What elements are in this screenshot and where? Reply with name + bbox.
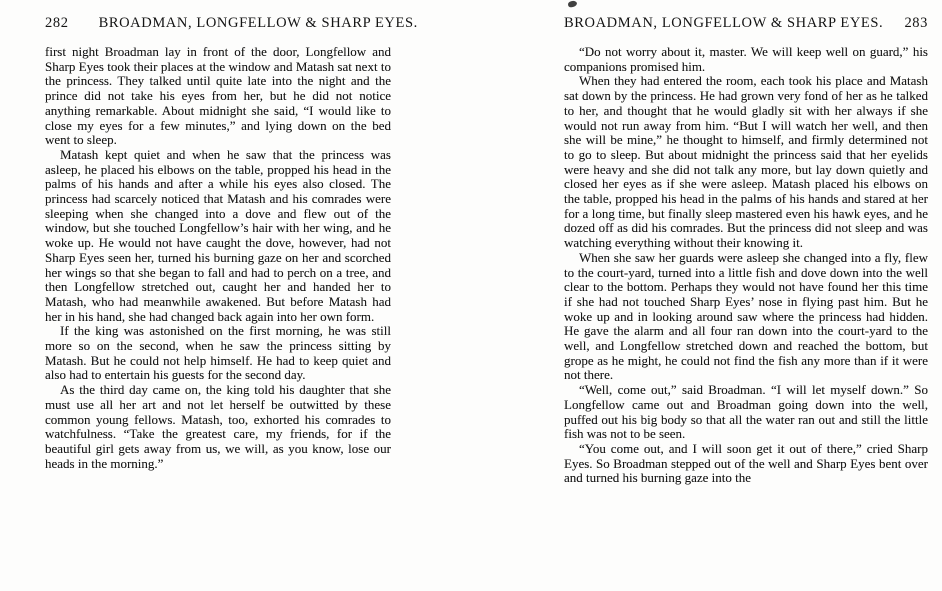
paragraph: “Do not worry about it, master. We will keep well on guard,” his companions promised him. [564,44,928,74]
left-running-title: BROADMAN, LONGFELLOW & SHARP EYES. [98,15,418,31]
paragraph: Matash kept quiet and when he saw that the princess was asleep, he placed his elbows on the table, propped his head in the palms of his hands and after a while his eyes also closed. The princess had scarcely noticed that Matash and his comrades were sleeping when she changed into a dove and flew out of the window, but she touched Longfellow’s hair with her wing, and he woke up. He would not have caught the dove, however, had not Sharp Eyes seen her, turned his burning gaze on her and scorched her wings so that she began to fall and had to perch on a tree, and then Longfellow stretched out, caught her and handed her to Matash, who had meanwhile awakened. But before Matash had her in his hand, she had changed back again into her own form. [45,146,391,324]
right-page-text [564,45,928,486]
right-running-title: BROADMAN, LONGFELLOW & SHARP EYES. [564,15,884,31]
paragraph: If the king was astonished on the first morning, he was still more so on the second, when he saw the princess sitting by Matash. But he could not help himself. He had to keep quiet and also had to entertain his guests for the second day. [45,323,391,383]
paragraph: When they had entered the room, each took his place and Matash sat down by the princess. He had grown very fond of her as he talked to her, and thought that he would gladly sit with her always if she would not run away from him. “But I will watch her well, and then she will be mine,” he thought to himself, and firmly determined not to go to sleep. But about midnight the princess said that her eyelids were heavy and she did not talk any more, but lay down quietly and closed her eyes as if she were asleep. Matash placed his elbows on the table, propped his head in the palms of his hands and stared at her for a long time, but finally sleep mastered even his hawk eyes, and he dozed off as did his comrades. But the princess did not sleep and was watching everything without their knowing it. [564,73,928,251]
left-page-text [45,45,391,471]
ink-smudge-artifact [567,0,577,8]
paragraph: As the third day came on, the king told his daughter that she must use all her art and not let herself be outwitted by these common young fellows. Matash, too, exhorted his comrades to watchfulness. “Take the greatest care, my friends, for if the beautiful girl gets away from us, we will, as you know, lose our heads in the morning.” [45,382,391,471]
right-page-header [564,15,928,32]
right-page-number: 283 [904,15,928,31]
left-page [45,15,418,471]
paragraph: “You come out, and I will soon get it out of there,” cried Sharp Eyes. So Broadman stepped out of the well and Sharp Eyes bent over and turned his burning gaze into the [564,440,928,486]
left-page-number: 282 [45,15,69,31]
left-page-header [45,15,418,32]
paragraph: “Well, come out,” said Broadman. “I will let myself down.” So Longfellow came out and Broadman going down into the well, puffed out his big body so that all the water ran out and still the little fish was not to be seen. [564,382,928,442]
paragraph: When she saw her guards were asleep she changed into a fly, flew to the court-yard, turned into a little fish and dove down into the well clear to the bottom. Perhaps they would not have found her this time if she had not touched Sharp Eyes’ nose in flying past him. But he woke up and in looking around saw where the princess had hidden. He gave the alarm and all four ran down into the court-yard to the well, and Longfellow stretched down and reached the bottom, but grope as he might, he could not find the fish any more than if it were not there. [564,249,928,383]
paragraph: first night Broadman lay in front of the door, Longfellow and Sharp Eyes took their places at the window and Matash sat next to the princess. They talked until quite late into the night and the prince did not take his eyes from her, but he did not notice anything remarkable. About midnight she said, “I would like to close my eyes for a few minutes,” and lying down on the bed went to sleep. [45,44,391,148]
right-page [564,15,928,486]
